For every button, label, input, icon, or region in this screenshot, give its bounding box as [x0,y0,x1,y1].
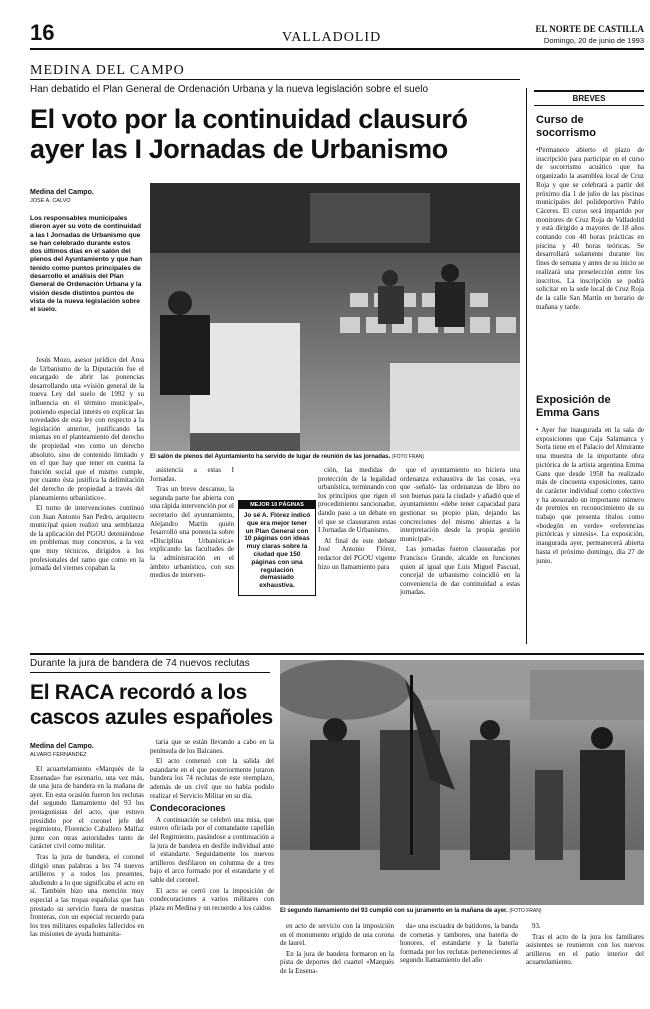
sidebar-label: BREVES [534,90,644,106]
paragraph: Tras un breve descanso, la segunda parte fue abierta con una rápida intervención por el secretario del ayuntamiento, Alejandro Martín quién Jesarrolló una ponencia sobre «Disciplina Urbanística» explicando las facultades de la administración en el ámbito urbanístico, con sus medios de interven- [150,485,234,580]
bottom-body-col-4 [400,922,518,1003]
bottom-headline-line-1: El RACA recordó a los [30,681,247,704]
page-number: 16 [30,20,55,45]
meeting-photo [150,183,520,451]
quote-box [238,500,316,596]
caption-credit: (FOTO FRAN) [509,908,542,914]
sidebar-item-2-text: • Ayer fue inaugurada en la sala de exposiciones que Caja Salamanca y Soria tiene en el Palacio del Almirante una muestra de la importante obra pictórica de la artista argentina Emma Gans que desde 1958 ha realizado más de cincuenta exposiciones, tanto de carácter individual como colectivo y ha atesorado un importante número de premios en reconocimiento de su trabajo que presenta títulos como «bodegón en verde» «referencias pictóricas y síntesis». La exposición, inaugurada ayer, permanecerá abierta hasta el próximo domingo, día 27 de junio. [536,426,644,565]
sidebar-item-1-title: Curso de socorrismo [536,114,596,139]
top-lead: Los responsables municipales dieron ayer su voto de continuidad a las I Jornadas de Urbanismo que se han celebrado durante estos dos últimos días en el salón del plenos del Ayuntamiento y que han tenido como puntos principales de desarrollo el análisis del Plan General de Ordenación Urbana y la visión desde distintos puntos de vista de la nueva legislación sobre el suelo. [30,215,143,314]
bottom-headline [30,680,273,730]
bottom-body-col-5 [526,922,644,1003]
paragraph: da» una escuadra de batidores, la banda de cornetas y tambores, una batería de honores, el estandarte y la batería formada por los reclutas pertenecientes al segundo llamamiento del año [400,922,518,965]
meeting-photo-image [150,183,520,451]
sidebar-item-1-text: •Permanece abierto el plazo de inscripción para participar en el curso de socorrismo acuático que ha organizado la asamblea local de Cruz Roja y que se celebrará a partir del próximo día 1 de julio de las piscinas municipales del polideportivo Pablo Cáceres. El curso será impartido por monitores de Cruz Roja de Valladolid y está dirigido a mayores de 18 años contando con 40 horas prácticas en piscina y 40 horas teóricas. Se desarrollará solamente durante los fines de semana y antes de su inicio se realizará una preselección entre los inscritos. La inscripción se podrá solicitar en la sede local de Cruz Roja de la calle San Martín en horario de mañana y tarde. [536,146,644,311]
paragraph: El turno de intervenciones continuó con Juan Antonio San Pedro, arquitecto municipal quien realizó una semblanza de la aplicación del PGOU deteniéndose en problemas muy concretos, a la vez que muy técnicos, dirigidos a los profesionales del ramo que como en la jornada del viernes copaban la [30,504,144,573]
issue-date: Domingo, 20 de junio de 1993 [543,36,644,45]
paragraph: En la jura de bandera formaron en la pista de deportes del cuartel «Marqués de la Ensena- [280,949,394,975]
top-body-col-1 [30,356,144,643]
top-body-col-2 [150,466,234,643]
bottom-body-col-2 [150,738,274,1003]
bottom-section-rule [30,653,644,655]
paragraph: asistencia a estas I Jornadas. [150,466,234,483]
paragraph: El acto se cerró con la imposición de condecoraciones a varios militares con plaza en Medina y un recuerdo a los caídos [150,886,274,912]
paragraph: Las jornadas fueron clausuradas por Francisco Grande, alcalde en funciones quien al igual que Luis Miguel Pascual, concejal de urbanismo coincidió en la conveniencia de dar continuidad a estas jornadas. [400,545,520,597]
bottom-byline-place: Medina del Campo. [30,743,94,750]
header-rule [30,48,644,50]
newspaper-name: EL NORTE DE CASTILLA [535,24,644,34]
paragraph: ción, las medidas de protección de la legalidad urbanística, terminando con los principios que rigen el procedimiento sancionador, dando paso a un debate en el que se clausuraron estas I Jornadas de Urbanismo. [318,466,396,535]
ceremony-photo-caption [280,908,644,914]
paragraph: en acto de servicio con la imposición en el monumento erigido de una corona de laurel. [280,922,394,948]
top-headline-line-2: ayer las I Jornadas de Urbanismo [30,134,448,164]
quote-box-label: MEJOR 10 PÁGINAS [239,501,315,509]
caption-credit: (FOTO FRAN) [391,454,425,460]
paragraph: Jesús Mozo, asesor jurídico del Área de Urbanismo de la Diputación fue el encargado de abrir las ponencias desarrollando una «visión general de la nueva Ley del suelo de 1992 y su influencia en el término municipal», poniendo especial interés en explicar las novedades de esta ley con respecto a la legislación anterior, justificando las mismas en el planteamiento del derecho de propiedad «no como un derecho absoluto, sino de contenido limitado y en el que hay que tener en cuenta la función social que el mismo cumple, por cuanto ésta justifica la delimitación del derecho de propiedad a través del planeamiento urbanístico». [30,356,144,502]
top-headline [30,104,468,164]
section-heading: Condecoraciones [150,803,226,814]
paragraph: El acuartelamiento «Marqués de la Ensenada» fue escenario, una vez más, de una jura de bandera en la mañana de ayer. En esta ocasión fueron los reclutas del segundo llamamiento del 93 los protagonistas del acto, que estuvo presidido por el coronel jefe del regimiento, Florencio Caballero Malfaz junto con otras autoridades tanto de carácter civil como militar. [30,765,144,851]
top-body-col-3 [318,466,396,643]
paragraph: Tras el acto de la jura los familiares asistentes se reunieron con los nuevos artilleros en el patio interior del acuartelamiento. [526,932,644,967]
bottom-body-col-3 [280,922,394,1003]
sidebar-item-2-title: Exposición de Emma Gans [536,394,611,419]
ceremony-photo-image [280,660,644,905]
paragraph: taria que se están llevando a cabo en la península de los Balcanes. [150,738,274,755]
caption-text: El salón de plenos del Ayuntamiento ha servido de lugar de reunión de las jornadas. [150,454,391,460]
paragraph: Tras la jura de bandera, el coronel dirigió unas palabras a los 74 nuevos artilleros y a todos los presentes, aludiendo a lo que significaba el acto en sí. También hizo una mención muy especial a las tropas españolas que han prestado su servicio fuera de nuestras fronteras, con un especial recuerdo para los tres militares españoles fallecidos en las misiones de ayuda humanita- [30,852,144,939]
top-kicker: MEDINA DEL CAMPO [30,63,185,78]
section-name: VALLADOLID [282,30,382,45]
top-subhead: Han debatido el Plan General de Ordenación Urbana y la nueva legislación sobre el suelo [30,84,429,95]
paragraph: Al final de este debate José Antonio Flórez, redactor del PGOU vigente hizo un llamamiento para [318,536,396,571]
top-body-col-4 [400,466,520,643]
bottom-byline-author: ALVARO FERNANDEZ [30,752,87,758]
kicker-rule [30,79,520,80]
paragraph: que el ayuntamiento no hiciera una ordenanza exhaustiva de las cosas, «ya que -señaló- las ordenanzas de libro no son buenas para la ciudad» y añadió que el ayuntamiento «debe tener capacidad para gestionar su propio plan, dejando las concreciones del mismo abiertas a la interpretación desde la propia gestión municipal». [400,466,520,543]
meeting-photo-caption [150,454,520,460]
top-headline-line-1: El voto por la continuidad clausuró [30,104,468,134]
bottom-subhead: Durante la jura de bandera de 74 nuevos reclutas [30,658,250,669]
paragraph: El acto comenzó con la salida del estandarte en el que posteriormente juraron bandera los 74 reclutas de este reemplazo, además de un civil que no había podido realizar el Servicio Militar en su día. [150,757,274,800]
bottom-body-col-1 [30,765,144,1003]
quote-box-text: Jo sé A. Flórez indicó que era mejor tener un Plan General con 10 páginas con ideas muy claras sobre la ciudad que 150 páginas con una regulación demasiado exhaustiva. [243,512,311,590]
top-byline-author: JOSÉ A. CALVO [30,198,71,204]
ceremony-photo [280,660,644,905]
bottom-subhead-rule [30,672,270,673]
caption-text: El segundo llamamiento del 93 cumplió con su juramento en la mañana de ayer. [280,908,508,914]
bottom-headline-line-2: cascos azules españoles [30,706,273,729]
paragraph: 93. [532,922,541,930]
sidebar-divider [526,88,527,644]
top-byline-place: Medina del Campo. [30,189,94,196]
paragraph: A continuación se celebró una misa, que estuvo oficiada por el comandante capellán del Regimiento, pasándose a continuación a la jura de bandera en desfile individual ante el estandarte. Seguidamente los nuevos artilleros desfilaron en columna de a tres bajo el arco formado por el estandarte y el sable del coronel. [150,815,274,884]
